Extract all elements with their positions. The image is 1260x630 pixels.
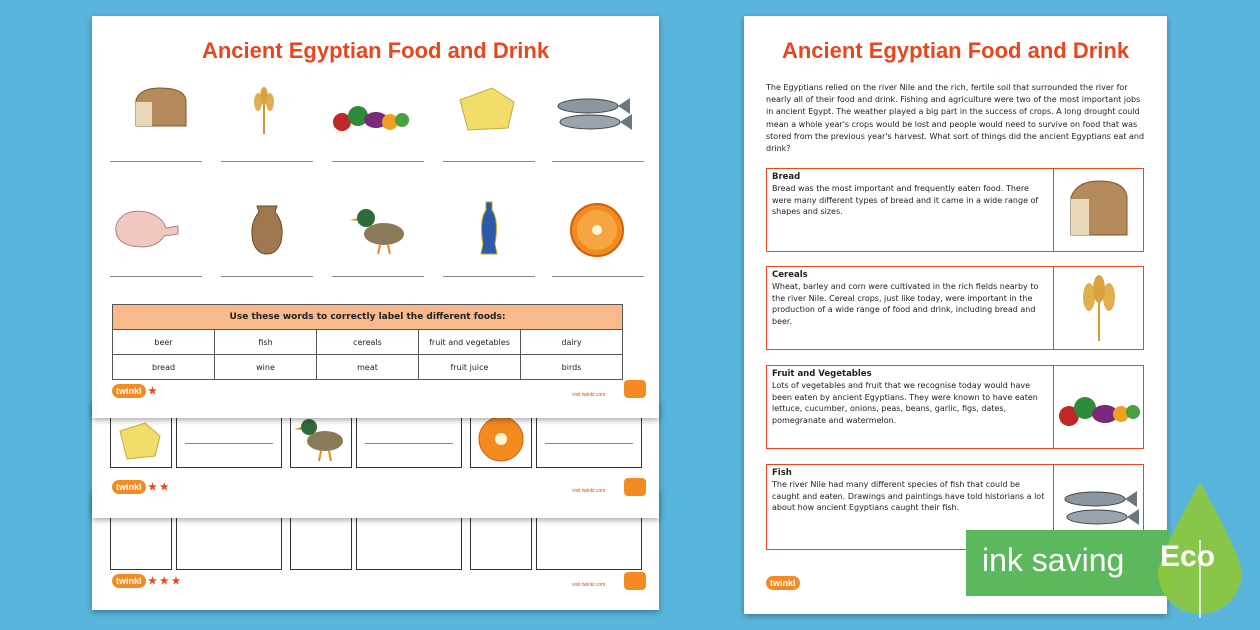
info-sheet — [744, 16, 1167, 614]
section-heading: Fruit and Vegetables — [772, 369, 872, 379]
bread-icon — [130, 86, 190, 134]
section-heading: Bread — [772, 172, 801, 182]
info-sheet-title: Ancient Egyptian Food and Drink — [781, 38, 1130, 63]
answer-line — [221, 161, 313, 162]
word-cell: wine — [215, 355, 317, 380]
answer-cell — [536, 410, 642, 468]
answer-line — [221, 276, 313, 277]
orange-slice-icon — [569, 202, 625, 258]
section-cereals — [766, 266, 1144, 350]
word-cell: dairy — [521, 330, 623, 355]
butter-icon — [115, 421, 165, 461]
section-text: Wheat, barley and corn were cultivated in the rich fields nearby to the river Nile. Cereal crops, just like today, were important in the production of a wide range of food and drink, including bread and beer. — [772, 282, 1039, 326]
corner-logo-icon — [624, 478, 646, 496]
corner-logo-icon — [624, 572, 646, 590]
word-cell: fruit and vegetables — [419, 330, 521, 355]
word-cell: cereals — [317, 330, 419, 355]
answer-line — [110, 276, 202, 277]
visit-text: visit twinkl.com — [572, 392, 606, 398]
vase-icon — [477, 200, 501, 258]
section-heading: Cereals — [772, 270, 808, 280]
answer-line — [332, 276, 424, 277]
worksheet-title: Ancient Egyptian Food and Drink — [201, 38, 550, 63]
twinkl-logo: twinkl — [112, 480, 146, 494]
word-cell: fish — [215, 330, 317, 355]
answer-line — [443, 276, 535, 277]
section-bread — [766, 168, 1144, 252]
difficulty-stars: ★ ★ ★ — [148, 576, 181, 587]
fruit-vegetables-icon — [330, 92, 410, 136]
word-cell: fruit juice — [419, 355, 521, 380]
twinkl-logo: twinkl — [112, 384, 146, 398]
answer-cell — [176, 410, 282, 468]
section-fruit-vegetables — [766, 365, 1144, 449]
answer-cell — [176, 512, 282, 570]
duck-icon — [293, 413, 349, 463]
word-cell: birds — [521, 355, 623, 380]
ink-saving-label: ink saving — [982, 542, 1125, 578]
answer-cell — [356, 410, 462, 468]
fruit-vegetables-icon — [1057, 384, 1141, 434]
answer-line — [443, 161, 535, 162]
answer-cell — [536, 512, 642, 570]
word-bank-heading: Use these words to correctly label the different foods: — [113, 305, 623, 330]
twinkl-logo: twinkl — [112, 574, 146, 588]
answer-line — [110, 161, 202, 162]
answer-line — [332, 161, 424, 162]
difficulty-stars: ★ — [148, 386, 157, 397]
answer-line — [552, 161, 644, 162]
butter-icon — [452, 84, 522, 134]
difficulty-stars: ★ ★ — [148, 482, 169, 493]
worksheet-level-1 — [92, 16, 659, 418]
answer-cell — [356, 512, 462, 570]
wheat-icon — [244, 86, 284, 136]
visit-text: visit twinkl.com — [572, 582, 606, 588]
twinkl-logo: twinkl — [766, 576, 800, 590]
answer-line — [552, 276, 644, 277]
pot-icon — [247, 202, 287, 258]
bread-icon — [1063, 177, 1133, 243]
meat-icon — [112, 206, 182, 252]
picture-cell — [470, 410, 532, 468]
ink-saving-badge — [966, 530, 1170, 596]
picture-cell — [290, 410, 352, 468]
word-cell: beer — [113, 330, 215, 355]
word-bank-table — [112, 304, 623, 380]
info-intro: The Egyptians relied on the river Nile and the rich, fertile soil that surrounded the river for nearly all of their food and drink. Fishing and agriculture were two of the most important jobs in ancient Egypt. The weather played a big part in the success of crops. A long drought could mean a whole year's crops would be lost and people would need to survive on food that was stored from the previous year's harvest. What sort of things did the ancient Egyptians eat and drink? — [766, 83, 1145, 154]
section-heading: Fish — [772, 468, 792, 478]
picture-cell — [290, 512, 352, 570]
corner-logo-icon — [624, 380, 646, 398]
picture-cell — [470, 512, 532, 570]
eco-label: Eco — [1160, 540, 1216, 573]
fish-icon — [550, 94, 634, 134]
orange-icon — [476, 414, 526, 464]
fish-icon — [1057, 487, 1141, 531]
wheat-icon — [1069, 273, 1129, 343]
section-text: Lots of vegetables and fruit that we recognise today would have been eaten by ancient Egyptians. They were known to have eaten lettuce, cucumber, onions, peas, beans, garlic, figs, dates, pomegranate and watermelon. — [772, 381, 1038, 425]
word-cell: meat — [317, 355, 419, 380]
word-cell: bread — [113, 355, 215, 380]
section-text: The river Nile had many different species of fish that could be caught and eaten. Drawings and paintings have told historians a lot about how ancient Egyptians caught their fish. — [772, 480, 1045, 512]
section-text: Bread was the most important and frequently eaten food. There were many different types of bread and it came in a wide range of shapes and sizes. — [772, 184, 1039, 216]
picture-cell — [110, 410, 172, 468]
picture-cell — [110, 512, 172, 570]
visit-text: visit twinkl.com — [572, 488, 606, 494]
duck-icon — [350, 202, 410, 256]
